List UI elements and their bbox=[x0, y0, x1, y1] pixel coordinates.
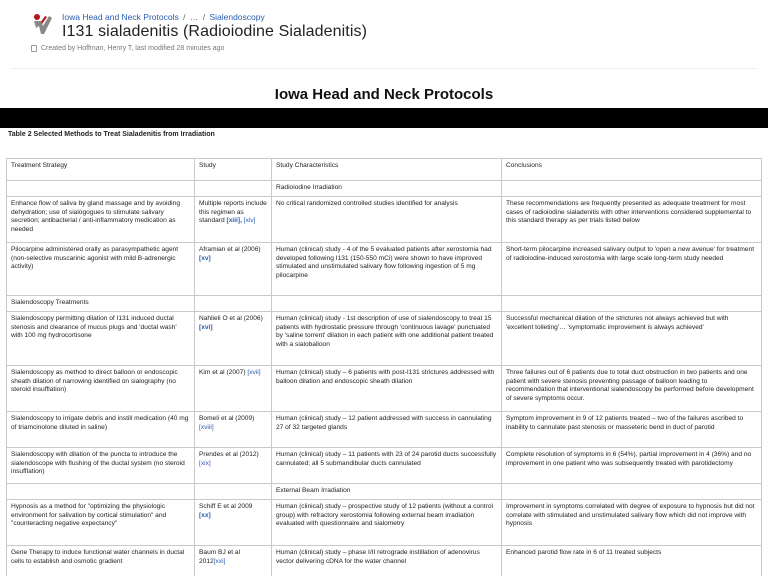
header-strategy: Treatment Strategy bbox=[7, 159, 195, 181]
cell-characteristics: Human (clinical) study – 12 patient addressed with success in cannulating 27 of 32 targeted glands bbox=[272, 412, 502, 448]
cell-study: Aframian et al (2006) [xv] bbox=[195, 243, 272, 296]
cell-conclusions: Complete resolution of symptoms in 6 (54%), partial improvement in 4 (36%) and no improvement in one patient who was subsequently treated with parotidectomy bbox=[502, 448, 762, 484]
reference-link[interactable]: [xviii] bbox=[199, 423, 214, 431]
breadcrumb-separator: / bbox=[183, 12, 186, 22]
cell-study: Bomeli et al (2009) [xviii] bbox=[195, 412, 272, 448]
cell-conclusions: Symptom improvement in 9 of 12 patients treated – two of the failures ascribed to inability to cannulate past stenosis or masseteric bend in duct of parotid bbox=[502, 412, 762, 448]
table-row bbox=[7, 546, 762, 576]
section-label: Sialendoscopy Treatments bbox=[7, 296, 195, 312]
page-title: I131 sialadenitis (Radioiodine Sialadenitis) bbox=[62, 23, 368, 40]
table-row bbox=[7, 197, 762, 243]
section-row bbox=[7, 484, 762, 500]
page-icon bbox=[31, 45, 37, 52]
reference-link[interactable]: [xv] bbox=[199, 254, 211, 262]
cell-conclusions: Successful mechanical dilation of the strictures not always achieved but with 'excellent toileting'… 'symptomatic improvement is always achieved' bbox=[502, 312, 762, 366]
cell-study: Kim et al (2007) [xvii] bbox=[195, 366, 272, 412]
page-byline bbox=[31, 45, 224, 52]
section-row bbox=[7, 296, 762, 312]
iowa-logo-icon bbox=[31, 12, 55, 40]
reference-link[interactable]: [xvi] bbox=[199, 323, 213, 331]
cell-study: Prendes et al (2012) [xix] bbox=[195, 448, 272, 484]
table-header-row bbox=[7, 159, 762, 181]
table-row bbox=[7, 312, 762, 366]
breadcrumb-iowa-protocols[interactable]: Iowa Head and Neck Protocols bbox=[62, 12, 179, 22]
reference-link[interactable]: [xiv] bbox=[243, 217, 256, 225]
cell-characteristics: Human (clinical) study – prospective study of 12 patients (without a control group) with refractory xerostomia following external beam irradiation evaluated with questionnaire and sialometry bbox=[272, 500, 502, 546]
table-row bbox=[7, 500, 762, 546]
cell-strategy: Hypnosis as a method for "optimizing the physiologic environment for salivation by cortical stimulation" and "counteracting negative expectancy" bbox=[7, 500, 195, 546]
cell-characteristics: Human (clinical) study – 11 patients with 23 of 24 parotid ducts successfully cannulated; all 5 submandibular ducts cannulated bbox=[272, 448, 502, 484]
cell-characteristics: Human (clinical) study – phase I/II retrograde instillation of adenovirus vector delivering cDNA for the water channel bbox=[272, 546, 502, 576]
byline-text: Created by Hoffman, Henry T, last modified 28 minutes ago bbox=[41, 45, 225, 52]
table-row bbox=[7, 448, 762, 484]
cell-characteristics: Human (clinical) study – 6 patients with post-I131 strictures addressed with balloon dilation and endoscopic sheath dilation bbox=[272, 366, 502, 412]
reference-link[interactable]: [xix] bbox=[199, 459, 211, 467]
breadcrumb-separator: / bbox=[202, 12, 206, 22]
cell-study: Multiple reports include this regimen as standard [xiii], [xiv] bbox=[195, 197, 272, 243]
cell-characteristics: Human (clinical) study - 1st description of use of sialendoscopy to treat 15 patients with hydrostatic pressure through 'continuous lavage' punctuated by 'saline torrent' dilation in each patient with one additional patient treated with a sialoballoon bbox=[272, 312, 502, 366]
cell-strategy: Sialendoscopy with dilation of the puncta to introduce the sialendoscope with flushing of the ductal system (no steroid insufflation) bbox=[7, 448, 195, 484]
header-characteristics: Study Characteristics bbox=[272, 159, 502, 181]
black-band bbox=[0, 108, 768, 128]
table-row bbox=[7, 243, 762, 296]
cell-strategy: Pilocarpine administered orally as parasympathetic agent (non-selective muscarinic agonist with mild B-adrenergic activity) bbox=[7, 243, 195, 296]
table-caption: Table 2 Selected Methods to Treat Sialadenitis from Irradiation bbox=[8, 131, 215, 138]
document-header: Iowa Head and Neck Protocols bbox=[274, 86, 494, 103]
table-row bbox=[7, 366, 762, 412]
cell-study: Schiff E et al 2009 [xx] bbox=[195, 500, 272, 546]
cell-characteristics: Human (clinical) study - 4 of the 5 evaluated patients after xerostomia had developed following I131 (150-550 mCi) were shown to have improved stimulated and unstimulated salivary flow following ingestion of 5 mg pilocarpine bbox=[272, 243, 502, 296]
header-conclusions: Conclusions bbox=[502, 159, 762, 181]
table-row bbox=[7, 412, 762, 448]
reference-link[interactable]: [xvii] bbox=[247, 369, 261, 376]
cell-characteristics: No critical randomized controlled studies identified for analysis bbox=[272, 197, 502, 243]
cell-strategy: Sialendoscopy permitting dilation of I131 induced ductal stenosis and clearance of mucus plugs and 'ductal wash' with 100 mg hydrocortisone bbox=[7, 312, 195, 366]
cell-conclusions: Improvement in symptoms correlated with degree of exposure to hypnosis but did not correlate with stimulated and unstimulated salivary flow which did not improve with hypnosis bbox=[502, 500, 762, 546]
cell-conclusions: Short-term pilocarpine increased salivary output to 'open a new avenue' for treatment of radioiodine-induced xerostomia with large scale long-term study needed bbox=[502, 243, 762, 296]
section-label: Radioiodine Irradiation bbox=[272, 181, 502, 197]
header-study: Study bbox=[195, 159, 272, 181]
cell-strategy: Sialendoscopy as method to direct balloon or endoscopic sheath dilation of narrowing identified on sialography (no steroid insufflation) bbox=[7, 366, 195, 412]
reference-link[interactable]: [xiii], bbox=[226, 217, 242, 225]
breadcrumb-sialendoscopy[interactable]: Sialendoscopy bbox=[209, 12, 265, 22]
cell-strategy: Gene Therapy to induce functional water channels in ductal cells to establish and osmotic gradient bbox=[7, 546, 195, 576]
breadcrumb bbox=[62, 12, 265, 22]
cell-conclusions: Enhanced parotid flow rate in 6 of 11 treated subjects bbox=[502, 546, 762, 576]
treatment-table bbox=[6, 158, 762, 576]
page-header bbox=[0, 0, 768, 108]
divider bbox=[12, 68, 756, 69]
section-label: External Beam Irradiation bbox=[272, 484, 502, 500]
reference-link[interactable]: [xxi] bbox=[213, 557, 226, 565]
cell-conclusions: Three failures out of 6 patients due to total duct obstruction in two patients and one patient with severe stenosis preventing passage of balloon leading to recommendation that interventional sialendoscopy be performed before development of severe symptoms occur. bbox=[502, 366, 762, 412]
cell-study: Baum BJ et al 2012[xxi] bbox=[195, 546, 272, 576]
section-row bbox=[7, 181, 762, 197]
cell-study: Nahlieli O et al (2006) [xvi] bbox=[195, 312, 272, 366]
cell-strategy: Sialendoscopy to irrigate debris and instill medication (40 mg of triamcinolone diluted in saline) bbox=[7, 412, 195, 448]
cell-conclusions: These recommendations are frequently presented as adequate treatment for most cases of radioiodine sialadenitis with other interventions considered supplemental to this standard therapy as per trials listed below bbox=[502, 197, 762, 243]
reference-link[interactable]: [xx] bbox=[199, 511, 211, 519]
cell-strategy: Enhance flow of saliva by gland massage and by avoiding dehydration; use of sialogogues to stimulate salivary secretion; antibacterial / anti-inflammatory medication as needed bbox=[7, 197, 195, 243]
breadcrumb-ellipsis[interactable]: … bbox=[189, 12, 199, 22]
